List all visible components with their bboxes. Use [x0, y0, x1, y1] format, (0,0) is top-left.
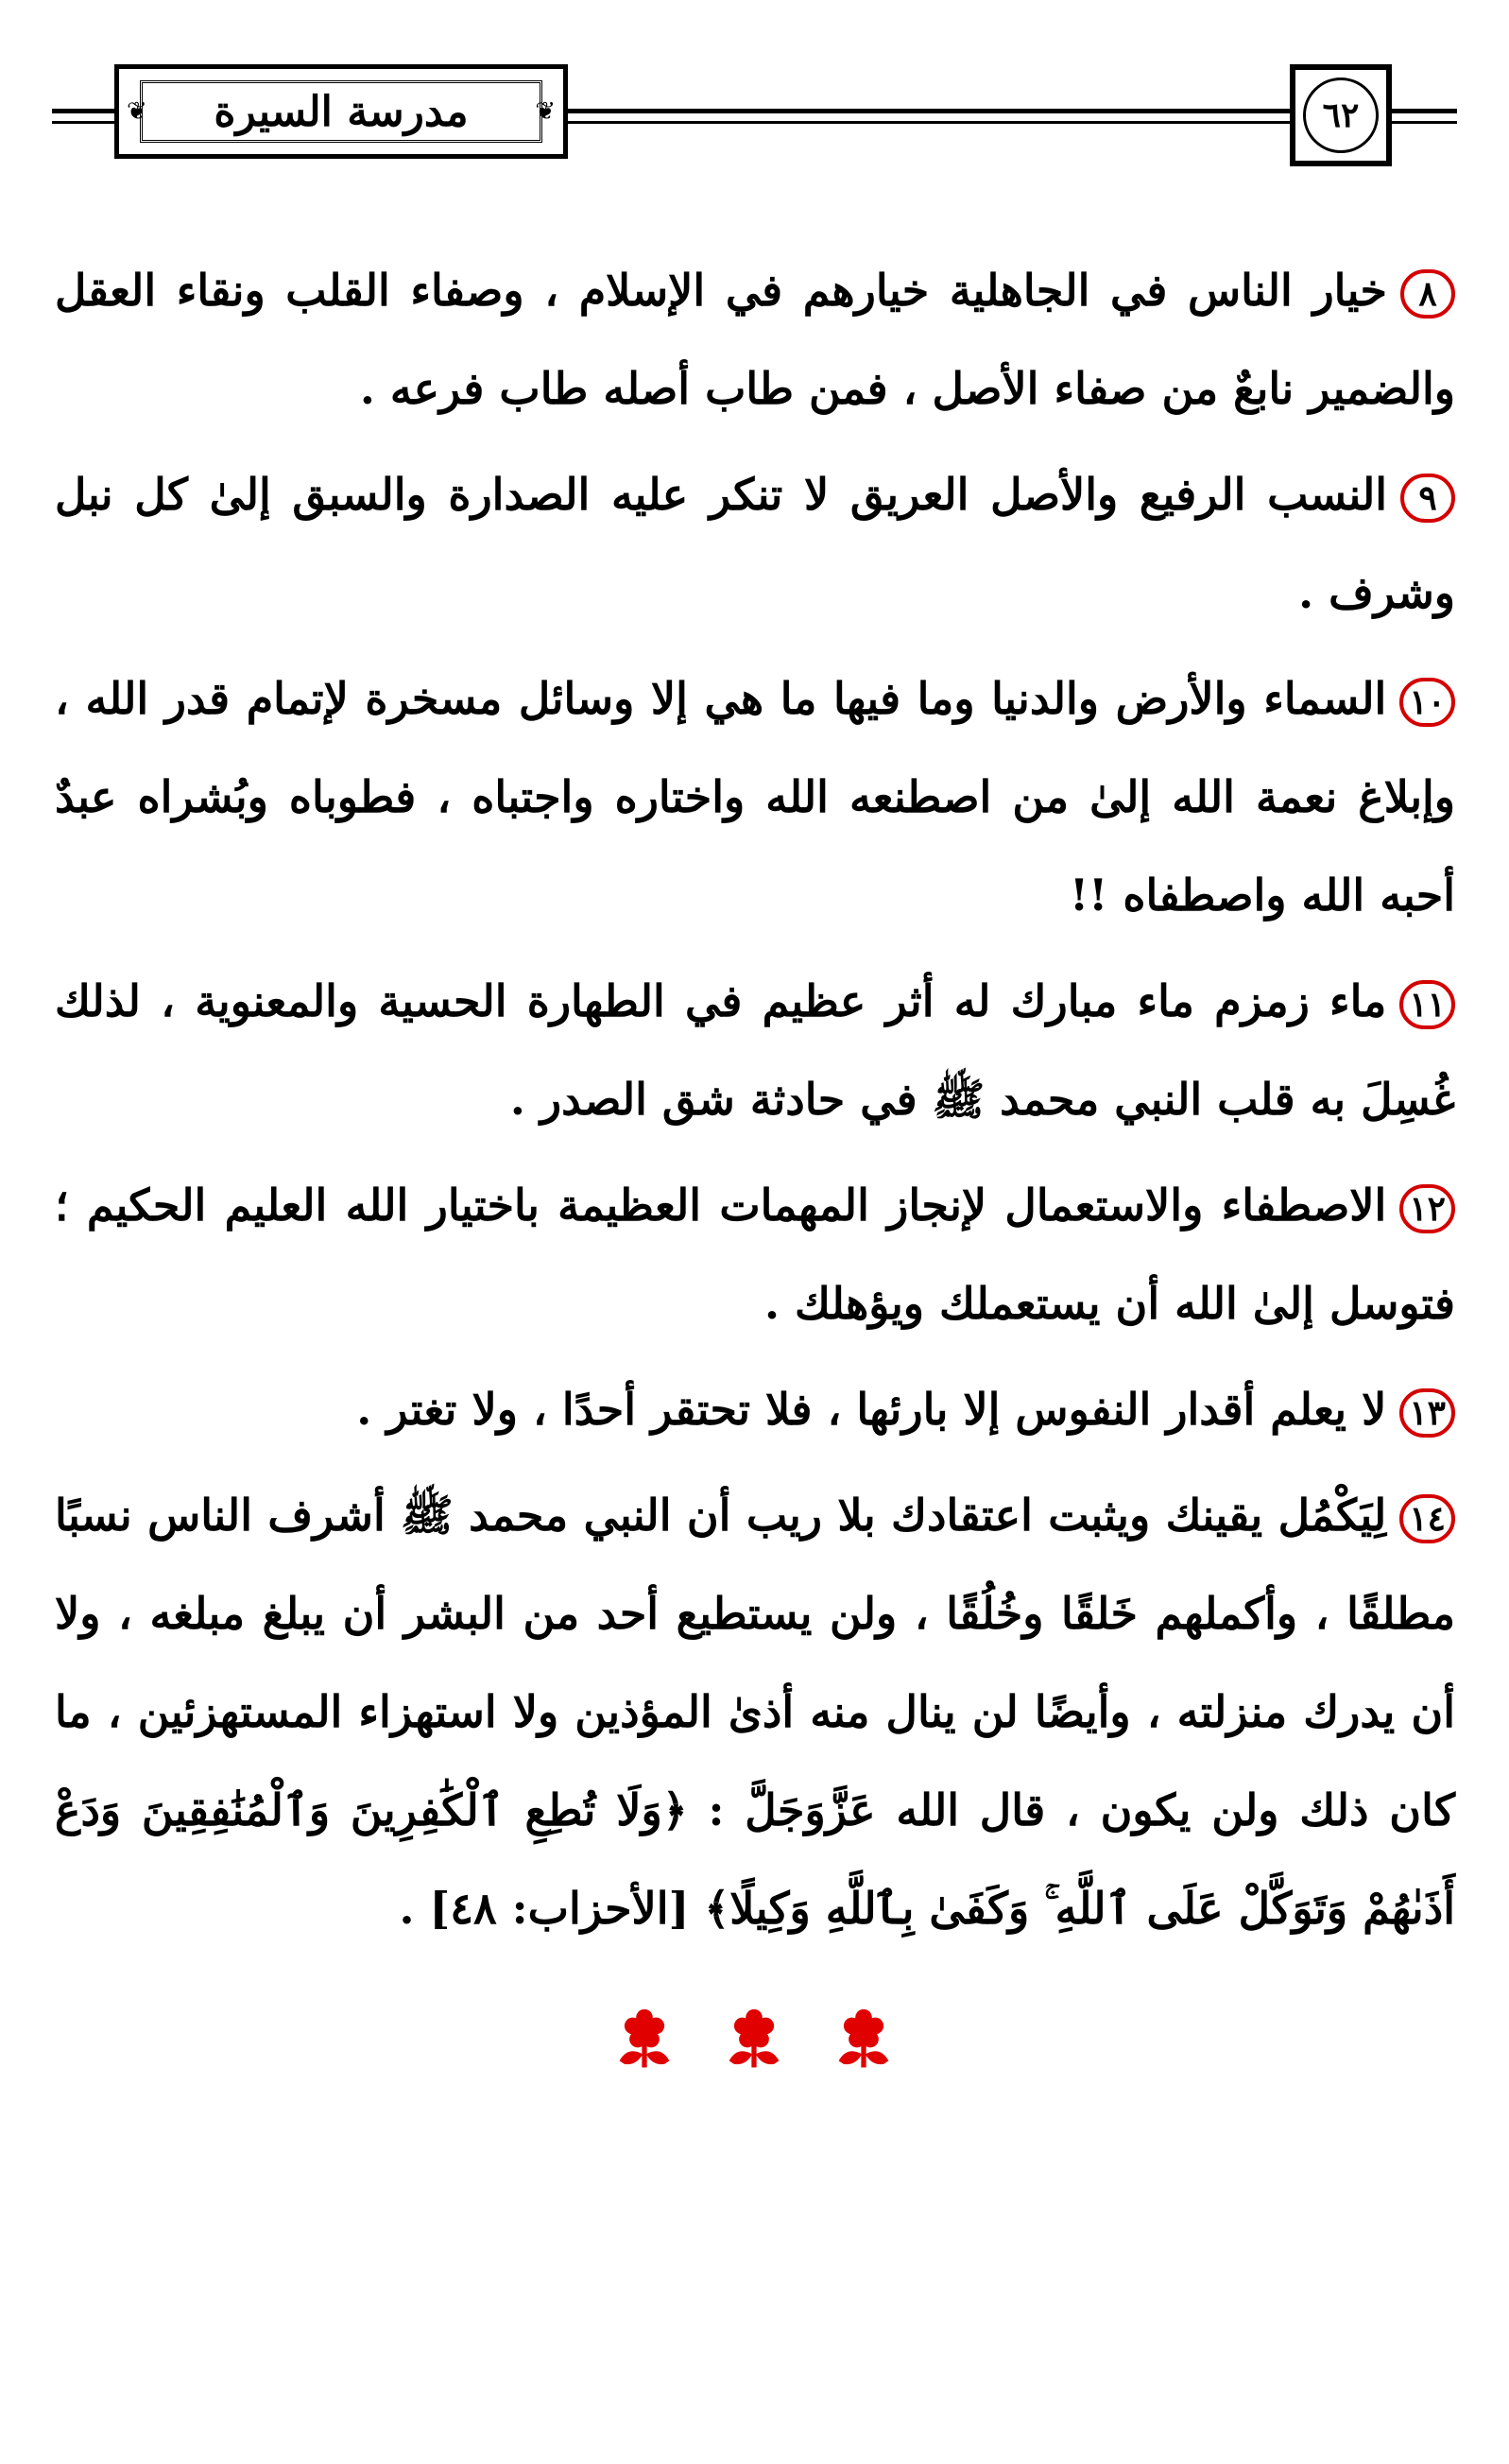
flower-ornament-icon	[822, 1994, 905, 2077]
flower-ornament-icon	[712, 1994, 796, 2077]
item-text: النسب الرفيع والأصل العريق لا تنكر عليه الصدارة والسبق إلىٰ كل نبل وشرف .	[55, 469, 1455, 618]
ornament-icon: ❦	[127, 97, 147, 126]
list-item	[55, 1156, 1455, 1353]
item-number: ٨	[1400, 269, 1455, 319]
item-number: ١٤	[1399, 1494, 1455, 1543]
item-text: خيار الناس في الجاهلية خيارهم في الإسلام ، وصفاء القلب ونقاء العقل والضمير نابعٌ من صفاء الأصل ، فمن طاب أصله طاب فرعه .	[55, 265, 1455, 414]
list-item	[55, 1466, 1455, 1957]
item-text: الاصطفاء والاستعمال لإنجاز المهمات العظيمة باختيار الله العليم الحكيم ؛ فتوسل إلىٰ الله أن يستعملك ويؤهلك .	[55, 1180, 1455, 1329]
list-item	[55, 952, 1455, 1148]
page-body	[55, 241, 1455, 1965]
list-item	[55, 1360, 1455, 1458]
item-number: ١٠	[1399, 678, 1455, 727]
item-text: السماء والأرض والدنيا وما فيها ما هي إلا وسائل مسخرة لإتمام قدر الله ، وإبلاغ نعمة الله إلىٰ من اصطنعه الله واختاره واجتباه ، فطوباه وبُشراه عبدٌ أحبه الله واصطفاه !!	[55, 673, 1455, 921]
title-cartouche	[114, 64, 568, 159]
page-number-box	[1290, 64, 1392, 166]
item-text: ماء زمزم ماء مبارك له أثر عظيم في الطهارة الحسية والمعنوية ، لذلك غُسِلَ به قلب النبي محمد ﷺ في حادثة شق الصدر .	[55, 975, 1455, 1125]
section-end-ornament	[603, 1994, 905, 2079]
item-text: لِيَكْمُل يقينك ويثبت اعتقادك بلا ريب أن النبي محمد ﷺ أشرف الناس نسبًا مطلقًا ، وأكملهم خَلقًا وخُلُقًا ، ولن يستطيع أحد من البشر أن يبلغ مبلغه ، ولا أن يدرك منزلته ، وأيضًا لن ينال منه أذىٰ المؤذين ولا استهزاء المستهزئين ، ما كان ذلك ولن يكون ، قال الله عَزَّوَجَلَّ : ﴿وَلَا تُطِعِ ٱلْكَٰفِرِينَ وَٱلْمُنَٰفِقِينَ وَدَعْ أَذَىٰهُمْ وَتَوَكَّلْ عَلَى ٱللَّهِ ۚ وَكَفَىٰ بِٱللَّهِ وَكِيلًا﴾ [الأحزاب: ٤٨] .	[55, 1490, 1455, 1934]
item-number: ١١	[1399, 980, 1455, 1029]
ornament-icon: ❦	[535, 97, 556, 126]
list-item	[55, 445, 1455, 642]
item-number: ٩	[1400, 474, 1455, 523]
page-number: ٦٢	[1303, 78, 1379, 153]
list-item	[55, 649, 1455, 944]
page-header	[52, 57, 1457, 170]
list-item	[55, 241, 1455, 438]
item-number: ١٣	[1399, 1388, 1455, 1438]
flower-ornament-icon	[603, 1994, 686, 2077]
item-number: ١٢	[1399, 1184, 1455, 1233]
item-text: لا يعلم أقدار النفوس إلا بارئها ، فلا تحتقر أحدًا ، ولا تغتر .	[356, 1384, 1387, 1435]
book-title: مدرسة السيرة	[140, 80, 542, 143]
